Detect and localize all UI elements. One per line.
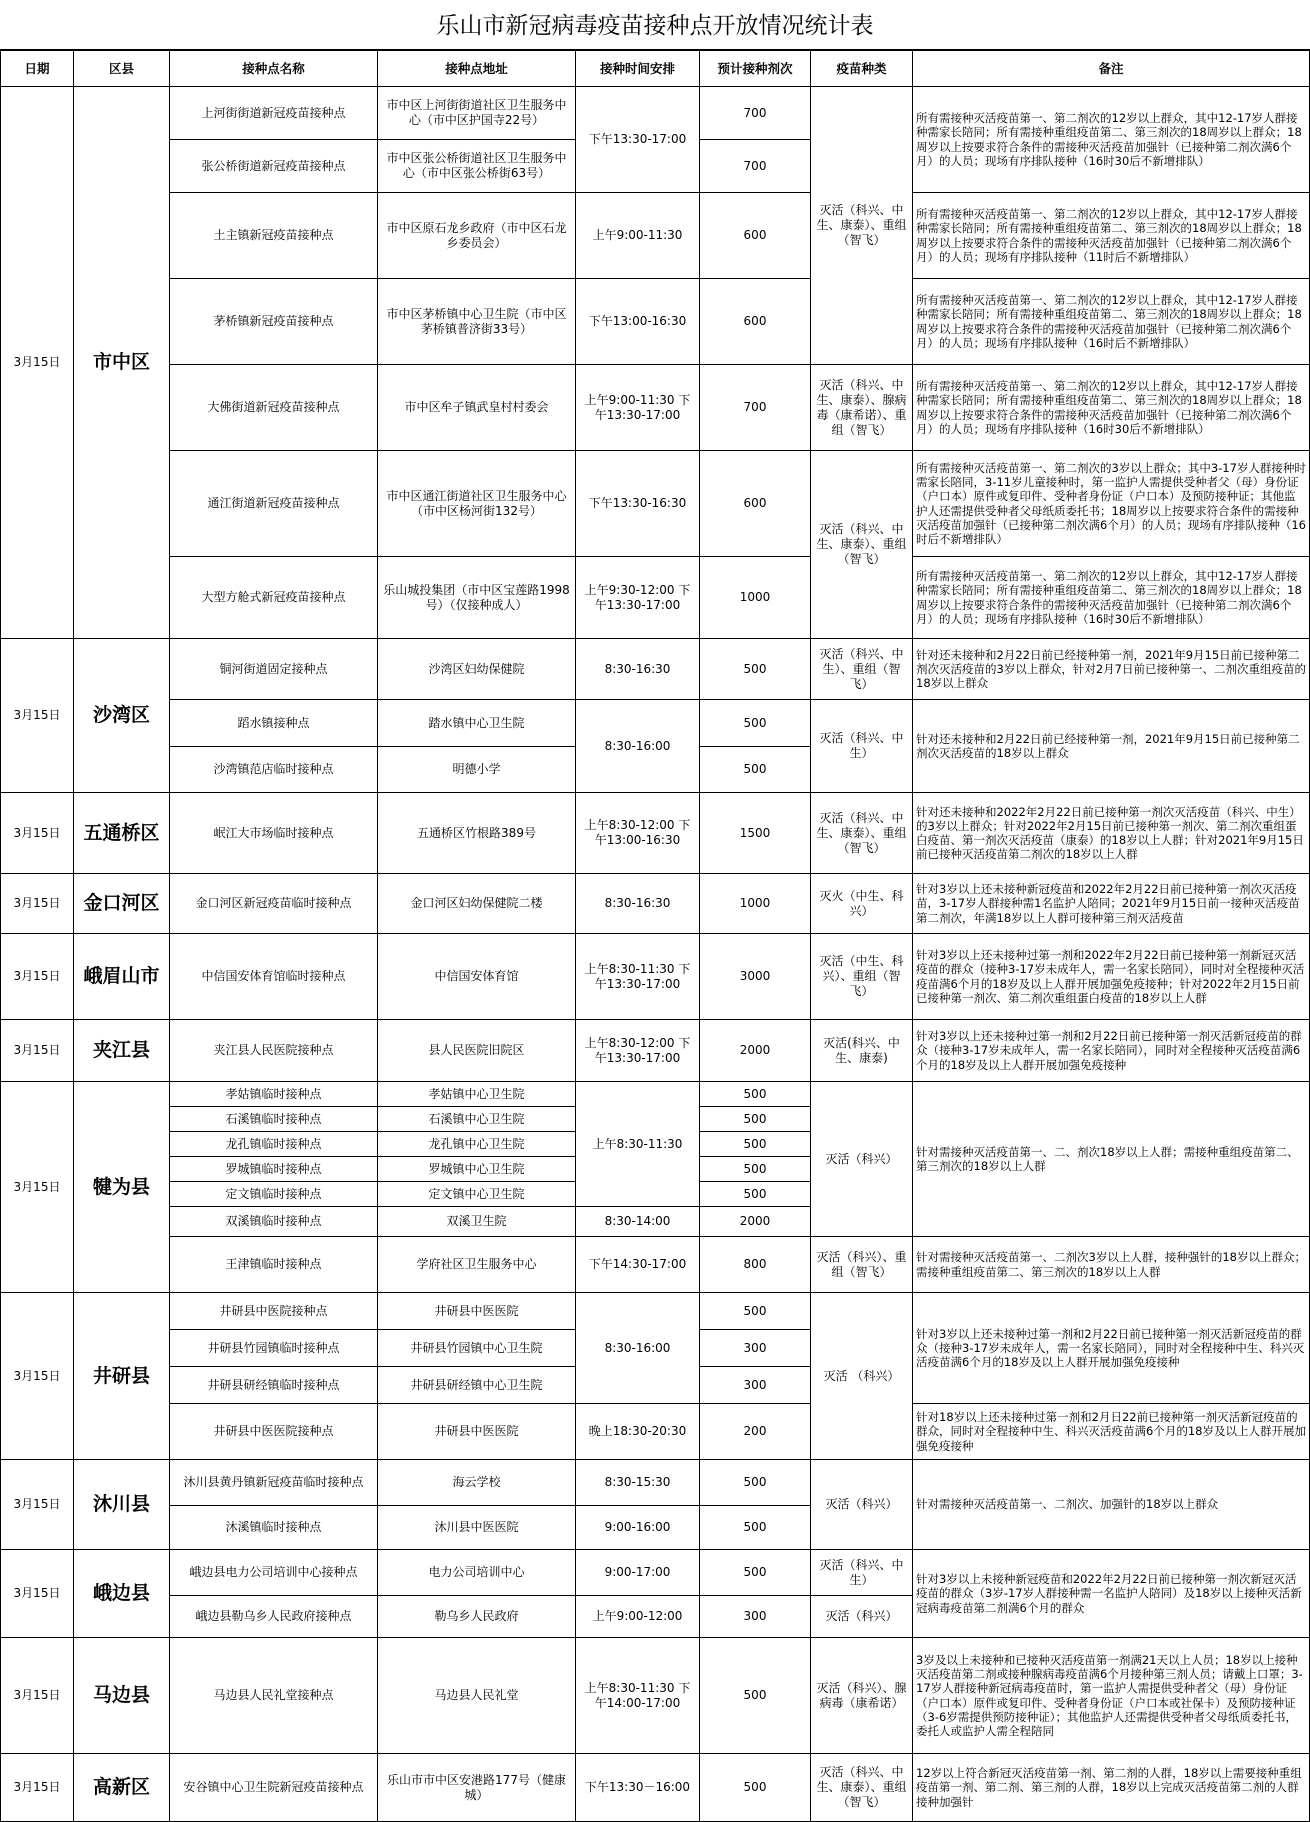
date-cell: 3月15日	[1, 1020, 74, 1082]
doses-cell: 1000	[700, 557, 811, 639]
site-address-cell: 学府社区卫生服务中心	[378, 1237, 576, 1293]
site-address-cell: 县人民医院旧院区	[378, 1020, 576, 1082]
doses-cell: 500	[700, 1182, 811, 1207]
remarks-cell: 针对需接种灭活疫苗第一、二剂次3岁以上人群，接种强针的18岁以上群众；需接种重组疫苗第二、第三剂次的18岁以上人群	[913, 1237, 1310, 1293]
district-cell: 夹江县	[74, 1020, 170, 1082]
date-cell: 3月15日	[1, 1754, 74, 1822]
table-row	[1, 639, 1310, 700]
doses-cell: 500	[700, 1107, 811, 1132]
vaccine-type-cell: 灭活（科兴）、腺病毒（康希诺）	[811, 1638, 913, 1754]
doses-cell: 500	[700, 1132, 811, 1157]
site-name-cell: 沙湾镇范店临时接种点	[170, 747, 378, 793]
table-row	[1, 1293, 1310, 1330]
doses-cell: 1000	[700, 874, 811, 934]
vaccine-type-cell: 灭活（科兴、中生、康泰）、重组（智飞）	[811, 451, 913, 639]
vaccine-type-cell: 灭活（科兴、中生、康泰）、重组（智飞）	[811, 87, 913, 365]
site-name-cell: 金口河区新冠疫苗临时接种点	[170, 874, 378, 934]
remarks-cell: 针对需接种灭活疫苗第一、二、剂次18岁以上人群；需接种重组疫苗第二、第三剂次的18岁以上人群	[913, 1082, 1310, 1237]
site-address-cell: 市中区上河街街道社区卫生服务中心（市中区护国寺22号）	[378, 87, 576, 140]
district-cell: 峨边县	[74, 1550, 170, 1638]
district-cell: 金口河区	[74, 874, 170, 934]
site-name-cell: 龙孔镇临时接种点	[170, 1132, 378, 1157]
table-row	[1, 1020, 1310, 1082]
remarks-cell: 针对3岁以上还未接种过第一剂和2月22日前已接种第一剂灭活新冠疫苗的群众（接种3-17岁未成年人，需一名家长陪同），同时对全程接种中生、科兴灭活疫苗满6个月的18岁及以上人群开展加强免疫接种	[913, 1293, 1310, 1404]
remarks-cell: 针对18岁以上还未接种过第一剂和2月日22前已接种第一剂灭活新冠疫苗的群众，同时对全程接种中生、科兴灭活疫苗满6个月的18岁及以上人群开展加强免疫接种	[913, 1404, 1310, 1460]
time-cell: 上午9:30-12:00 下午13:30-17:00	[576, 557, 700, 639]
table-row	[1, 1404, 1310, 1460]
date-cell: 3月15日	[1, 639, 74, 793]
remarks-cell: 针对3岁以上还未接种过第一剂和2022年2月22日前已接种第一剂新冠灭活疫苗的群众（接种3-17岁未成年人，需一名家长陪同），同时对全程接种灭活疫苗满6个月的18岁及以上人群开展加强免疫接种；针对2022年2月15日前已接种第一剂次、第二剂次重组蛋白疫苗的18岁以上人群	[913, 934, 1310, 1020]
vaccine-type-cell: 灭火（中生、科兴）	[811, 874, 913, 934]
remarks-cell: 针对需接种灭活疫苗第一、二剂次、加强针的18岁以上群众	[913, 1460, 1310, 1550]
site-name-cell: 峨边县电力公司培训中心接种点	[170, 1550, 378, 1596]
vaccine-type-cell: 灭活(科兴、中生、康泰)	[811, 1020, 913, 1082]
header-date: 日期	[1, 51, 74, 87]
table-row	[1, 193, 1310, 279]
remarks-cell: 所有需接种灭活疫苗第一、第二剂次的12岁以上群众，其中12-17岁人群接种需家长陪同；所有需接种重组疫苗第二、第三剂次的18周岁以上群众；18周岁以上按要求符合条件的需接种灭活疫苗加强针（已接种第二剂次满6个月）的人员；现场有序排队接种（16时30后不新增排队）	[913, 365, 1310, 451]
site-name-cell: 通江街道新冠疫苗接种点	[170, 451, 378, 557]
table-row	[1, 1237, 1310, 1293]
vaccine-type-cell: 灭活（科兴、中生、康泰）、腺病毒（康希诺）、重组（智飞）	[811, 365, 913, 451]
table-row	[1, 451, 1310, 557]
site-address-cell: 市中区牟子镇武皇村村委会	[378, 365, 576, 451]
district-cell: 井研县	[74, 1293, 170, 1460]
date-cell: 3月15日	[1, 934, 74, 1020]
site-name-cell: 大型方舱式新冠疫苗接种点	[170, 557, 378, 639]
site-address-cell: 踏水镇中心卫生院	[378, 700, 576, 747]
site-address-cell: 明德小学	[378, 747, 576, 793]
doses-cell: 500	[700, 1082, 811, 1107]
site-name-cell: 安谷镇中心卫生院新冠疫苗接种点	[170, 1754, 378, 1822]
time-cell: 下午13:30-17:00	[576, 87, 700, 193]
header-district: 区县	[74, 51, 170, 87]
time-cell: 9:00-17:00	[576, 1550, 700, 1596]
district-cell: 峨眉山市	[74, 934, 170, 1020]
site-address-cell: 罗城镇中心卫生院	[378, 1157, 576, 1182]
remarks-cell: 所有需接种灭活疫苗第一、第二剂次的12岁以上群众，其中12-17岁人群接种需家长陪同；所有需接种重组疫苗第二、第三剂次的18周岁以上群众；18周岁以上按要求符合条件的需接种灭活疫苗加强针（已接种第二剂次满6个月）的人员；现场有序排队接种（16时后不新增排队）	[913, 279, 1310, 365]
doses-cell: 500	[700, 1506, 811, 1550]
vaccine-type-cell: 灭活 （科兴）	[811, 1293, 913, 1460]
site-name-cell: 峨边县勒乌乡人民政府接种点	[170, 1596, 378, 1638]
table-row	[1, 1460, 1310, 1506]
doses-cell: 200	[700, 1404, 811, 1460]
header-time: 接种时间安排	[576, 51, 700, 87]
site-address-cell: 电力公司培训中心	[378, 1550, 576, 1596]
doses-cell: 600	[700, 193, 811, 279]
time-cell: 下午14:30-17:00	[576, 1237, 700, 1293]
doses-cell: 2000	[700, 1020, 811, 1082]
time-cell: 上午9:00-11:30 下午13:30-17:00	[576, 365, 700, 451]
table-row	[1, 365, 1310, 451]
time-cell: 上午8:30-11:30 下午13:30-17:00	[576, 934, 700, 1020]
remarks-cell: 所有需接种灭活疫苗第一、第二剂次的12岁以上群众，其中12-17岁人群接种需家长陪同；所有需接种重组疫苗第二、第三剂次的18周岁以上群众；18周岁以上按要求符合条件的需接种灭活疫苗加强针（已接种第二剂次满6个月）的人员；现场有序排队接种（11时后不新增排队）	[913, 193, 1310, 279]
site-address-cell: 勒乌乡人民政府	[378, 1596, 576, 1638]
remarks-cell: 针对还未接种和2022年2月22日前已接种第一剂次灭活疫苗（科兴、中生）的3岁以上群众；针对2022年2月15日前已接种第一剂次、第二剂次重组蛋白疫苗、第一剂次灭活疫苗（康泰）的18岁以上人群；针对2021年9月15日前已接种灭活疫苗第二剂次的18岁以上人群	[913, 793, 1310, 874]
table-row	[1, 87, 1310, 140]
doses-cell: 500	[700, 1550, 811, 1596]
remarks-cell: 针对还未接种和2月22日前已经接种第一剂，2021年9月15日前已接种第二剂次灭活疫苗的18岁以上群众	[913, 700, 1310, 793]
site-name-cell: 井研县中医医院接种点	[170, 1404, 378, 1460]
doses-cell: 1500	[700, 793, 811, 874]
site-address-cell: 市中区茅桥镇中心卫生院（市中区茅桥镇普济街33号）	[378, 279, 576, 365]
header-site-address: 接种点地址	[378, 51, 576, 87]
page-title: 乐山市新冠病毒疫苗接种点开放情况统计表	[0, 0, 1310, 50]
date-cell: 3月15日	[1, 874, 74, 934]
table-row	[1, 793, 1310, 874]
doses-cell: 500	[700, 700, 811, 747]
table-body	[1, 87, 1310, 1822]
remarks-cell: 针对3岁以上还未接种过第一剂和2月22日前已接种第一剂灭活新冠疫苗的群众（接种3-17岁未成年人，需一名家长陪同），同时对全程接种灭活疫苗满6个月的18岁及以上人群开展加强免疫接种	[913, 1020, 1310, 1082]
remarks-cell: 针对还未接种和2月22日前已经接种第一剂，2021年9月15日前已接种第二剂次灭活疫苗的3岁以上群众，针对2月7日前已接种第一、二剂次重组疫苗的18岁以上群众	[913, 639, 1310, 700]
table-row	[1, 557, 1310, 639]
vaccination-sites-table	[0, 50, 1310, 1822]
remarks-cell: 所有需接种灭活疫苗第一、第二剂次的12岁以上群众，其中12-17岁人群接种需家长陪同；所有需接种重组疫苗第二、第三剂次的18周岁以上群众；18周岁以上按要求符合条件的需接种灭活疫苗加强针（已接种第二剂次满6个月）的人员；现场有序排队接种（16时30后不新增排队）	[913, 87, 1310, 193]
district-cell: 五通桥区	[74, 793, 170, 874]
remarks-cell: 12岁以上符合新冠灭活疫苗第一剂、第二剂的人群，18岁以上需要接种重组疫苗第一剂、第二剂、第三剂的人群，18岁以上完成灭活疫苗第二剂的人群接种加强针	[913, 1754, 1310, 1822]
site-address-cell: 海云学校	[378, 1460, 576, 1506]
date-cell: 3月15日	[1, 87, 74, 639]
doses-cell: 500	[700, 1293, 811, 1330]
site-name-cell: 土主镇新冠疫苗接种点	[170, 193, 378, 279]
site-name-cell: 中信国安体育馆临时接种点	[170, 934, 378, 1020]
vaccine-type-cell: 灭活（中生、科兴）、重组（智飞）	[811, 934, 913, 1020]
site-name-cell: 铜河街道固定接种点	[170, 639, 378, 700]
time-cell: 9:00-16:00	[576, 1506, 700, 1550]
time-cell: 8:30-15:30	[576, 1460, 700, 1506]
doses-cell: 500	[700, 747, 811, 793]
time-cell: 上午9:00-11:30	[576, 193, 700, 279]
site-name-cell: 岷江大市场临时接种点	[170, 793, 378, 874]
site-name-cell: 孝姑镇临时接种点	[170, 1082, 378, 1107]
district-cell: 市中区	[74, 87, 170, 639]
doses-cell: 700	[700, 365, 811, 451]
time-cell: 上午8:30-11:30	[576, 1082, 700, 1207]
site-address-cell: 乐山城投集团（市中区宝莲路1998号）（仅接种成人）	[378, 557, 576, 639]
site-address-cell: 龙孔镇中心卫生院	[378, 1132, 576, 1157]
site-address-cell: 市中区张公桥街道社区卫生服务中心（市中区张公桥街63号）	[378, 140, 576, 193]
vaccine-type-cell: 灭活（科兴）	[811, 1082, 913, 1237]
doses-cell: 500	[700, 639, 811, 700]
table-row	[1, 1754, 1310, 1822]
header-vaccine-type: 疫苗种类	[811, 51, 913, 87]
doses-cell: 300	[700, 1596, 811, 1638]
site-address-cell: 市中区原石龙乡政府（市中区石龙乡委员会）	[378, 193, 576, 279]
remarks-cell: 所有需接种灭活疫苗第一、第二剂次的3岁以上群众；其中3-17岁人群接种时需家长陪同，3-11岁儿童接种时，第一监护人需提供受种者父（母）身份证（户口本）原件或复印件、受种者身份证（户口本）及预防接种证；其他监护人还需提供受种者父母纸质委托书；18周岁以上按要求符合条件的需接种灭活疫苗加强针（已接种第二剂次满6个月）的人员；现场有序排队接种（16时后不新增排队）	[913, 451, 1310, 557]
header-site-name: 接种点名称	[170, 51, 378, 87]
site-name-cell: 罗城镇临时接种点	[170, 1157, 378, 1182]
district-cell: 沙湾区	[74, 639, 170, 793]
date-cell: 3月15日	[1, 1082, 74, 1293]
site-name-cell: 定文镇临时接种点	[170, 1182, 378, 1207]
time-cell: 下午13:30－16:00	[576, 1754, 700, 1822]
doses-cell: 3000	[700, 934, 811, 1020]
vaccine-type-cell: 灭活（科兴、中生）	[811, 1550, 913, 1596]
doses-cell: 300	[700, 1367, 811, 1404]
vaccine-type-cell: 灭活（科兴、中生、康泰）、重组（智飞）	[811, 1754, 913, 1822]
doses-cell: 700	[700, 140, 811, 193]
doses-cell: 500	[700, 1460, 811, 1506]
site-name-cell: 双溪镇临时接种点	[170, 1207, 378, 1237]
site-address-cell: 沙湾区妇幼保健院	[378, 639, 576, 700]
time-cell: 上午8:30-12:00 下午13:30-17:00	[576, 1020, 700, 1082]
site-name-cell: 大佛街道新冠疫苗接种点	[170, 365, 378, 451]
vaccine-type-cell: 灭活（科兴）、重组（智飞）	[811, 1237, 913, 1293]
time-cell: 下午13:30-16:30	[576, 451, 700, 557]
table-row	[1, 700, 1310, 747]
vaccine-type-cell: 灭活（科兴、中生）、重组（智飞）	[811, 639, 913, 700]
table-row	[1, 1082, 1310, 1107]
site-name-cell: 上河街街道新冠疫苗接种点	[170, 87, 378, 140]
doses-cell: 700	[700, 87, 811, 140]
site-address-cell: 金口河区妇幼保健院二楼	[378, 874, 576, 934]
district-cell: 犍为县	[74, 1082, 170, 1293]
site-address-cell: 五通桥区竹根路389号	[378, 793, 576, 874]
doses-cell: 500	[700, 1754, 811, 1822]
table-row	[1, 934, 1310, 1020]
site-address-cell: 中信国安体育馆	[378, 934, 576, 1020]
date-cell: 3月15日	[1, 1460, 74, 1550]
remarks-cell: 3岁及以上未接种和已接种灭活疫苗第一剂满21天以上人员；18岁以上接种灭活疫苗第二剂或接种腺病毒疫苗满6个月接种第三剂人员；请戴上口罩；3-17岁人群接种新冠病毒疫苗时，第一监护人需提供受种者父（母）身份证（户口本）原件或复印件、受种者身份证（户口本或社保卡）及预防接种证（3-6岁需提供预防接种证）；其他监护人还需提供受种者父母纸质委托书，委托人或监护人需全程陪同	[913, 1638, 1310, 1754]
time-cell: 8:30-16:00	[576, 700, 700, 793]
vaccine-type-cell: 灭活（科兴、中生）	[811, 700, 913, 793]
site-name-cell: 沐溪镇临时接种点	[170, 1506, 378, 1550]
site-address-cell: 井研县竹园镇中心卫生院	[378, 1330, 576, 1367]
site-address-cell: 井研县中医医院	[378, 1404, 576, 1460]
table-row	[1, 874, 1310, 934]
site-name-cell: 王津镇临时接种点	[170, 1237, 378, 1293]
site-name-cell: 夹江县人民医院接种点	[170, 1020, 378, 1082]
site-name-cell: 井研县中医院接种点	[170, 1293, 378, 1330]
time-cell: 8:30-14:00	[576, 1207, 700, 1237]
site-name-cell: 蹈水镇接种点	[170, 700, 378, 747]
doses-cell: 800	[700, 1237, 811, 1293]
site-name-cell: 井研县研经镇临时接种点	[170, 1367, 378, 1404]
time-cell: 下午13:00-16:30	[576, 279, 700, 365]
doses-cell: 600	[700, 279, 811, 365]
site-address-cell: 市中区通江街道社区卫生服务中心（市中区杨河街132号）	[378, 451, 576, 557]
time-cell: 上午8:30-12:00 下午13:00-16:30	[576, 793, 700, 874]
vaccine-type-cell: 灭活（科兴）	[811, 1596, 913, 1638]
date-cell: 3月15日	[1, 1638, 74, 1754]
header-doses: 预计接种剂次	[700, 51, 811, 87]
site-address-cell: 石溪镇中心卫生院	[378, 1107, 576, 1132]
district-cell: 高新区	[74, 1754, 170, 1822]
date-cell: 3月15日	[1, 1293, 74, 1460]
time-cell: 上午9:00-12:00	[576, 1596, 700, 1638]
table-row	[1, 1550, 1310, 1596]
site-address-cell: 井研县中医医院	[378, 1293, 576, 1330]
doses-cell: 500	[700, 1157, 811, 1182]
remarks-cell: 针对3岁以上未接种新冠疫苗和2022年2月22日前已接种第一剂次新冠灭活疫苗的群众（3岁-17岁人群接种需一名监护人陪同）及18岁以上接种灭活新冠病毒疫苗第二剂满6个月的群众	[913, 1550, 1310, 1638]
doses-cell: 2000	[700, 1207, 811, 1237]
site-address-cell: 孝姑镇中心卫生院	[378, 1082, 576, 1107]
site-address-cell: 马边县人民礼堂	[378, 1638, 576, 1754]
district-cell: 马边县	[74, 1638, 170, 1754]
doses-cell: 500	[700, 1638, 811, 1754]
date-cell: 3月15日	[1, 793, 74, 874]
table-header-row	[1, 51, 1310, 87]
site-name-cell: 沐川县黄丹镇新冠疫苗临时接种点	[170, 1460, 378, 1506]
district-cell: 沐川县	[74, 1460, 170, 1550]
table-row	[1, 279, 1310, 365]
time-cell: 8:30-16:00	[576, 1293, 700, 1404]
doses-cell: 600	[700, 451, 811, 557]
table-row	[1, 1638, 1310, 1754]
site-name-cell: 茅桥镇新冠疫苗接种点	[170, 279, 378, 365]
site-address-cell: 乐山市市中区安港路177号（健康城）	[378, 1754, 576, 1822]
site-name-cell: 马边县人民礼堂接种点	[170, 1638, 378, 1754]
site-name-cell: 张公桥街道新冠疫苗接种点	[170, 140, 378, 193]
site-name-cell: 石溪镇临时接种点	[170, 1107, 378, 1132]
time-cell: 8:30-16:30	[576, 639, 700, 700]
site-address-cell: 沐川县中医医院	[378, 1506, 576, 1550]
site-name-cell: 井研县竹园镇临时接种点	[170, 1330, 378, 1367]
header-remarks: 备注	[913, 51, 1310, 87]
time-cell: 上午8:30-11:30 下午14:00-17:00	[576, 1638, 700, 1754]
time-cell: 晚上18:30-20:30	[576, 1404, 700, 1460]
doses-cell: 300	[700, 1330, 811, 1367]
remarks-cell: 所有需接种灭活疫苗第一、第二剂次的12岁以上群众，其中12-17岁人群接种需家长陪同；所有需接种重组疫苗第二、第三剂次的18周岁以上群众；18周岁以上按要求符合条件的需接种灭活疫苗加强针（已接种第二剂次满6个月）的人员；现场有序排队接种（16时30后不新增排队）	[913, 557, 1310, 639]
site-address-cell: 定文镇中心卫生院	[378, 1182, 576, 1207]
time-cell: 8:30-16:30	[576, 874, 700, 934]
date-cell: 3月15日	[1, 1550, 74, 1638]
site-address-cell: 双溪卫生院	[378, 1207, 576, 1237]
vaccine-type-cell: 灭活（科兴）	[811, 1460, 913, 1550]
site-address-cell: 井研县研经镇中心卫生院	[378, 1367, 576, 1404]
vaccine-type-cell: 灭活（科兴、中生、康泰）、重组（智飞）	[811, 793, 913, 874]
remarks-cell: 针对3岁以上还未接种新冠疫苗和2022年2月22日前已接种第一剂次灭活疫苗，3-17岁人群接种需1名监护人陪同；2021年9月15日前一接种灭活疫苗第二剂次，年满18岁以上人群可接种第三剂灭活疫苗	[913, 874, 1310, 934]
